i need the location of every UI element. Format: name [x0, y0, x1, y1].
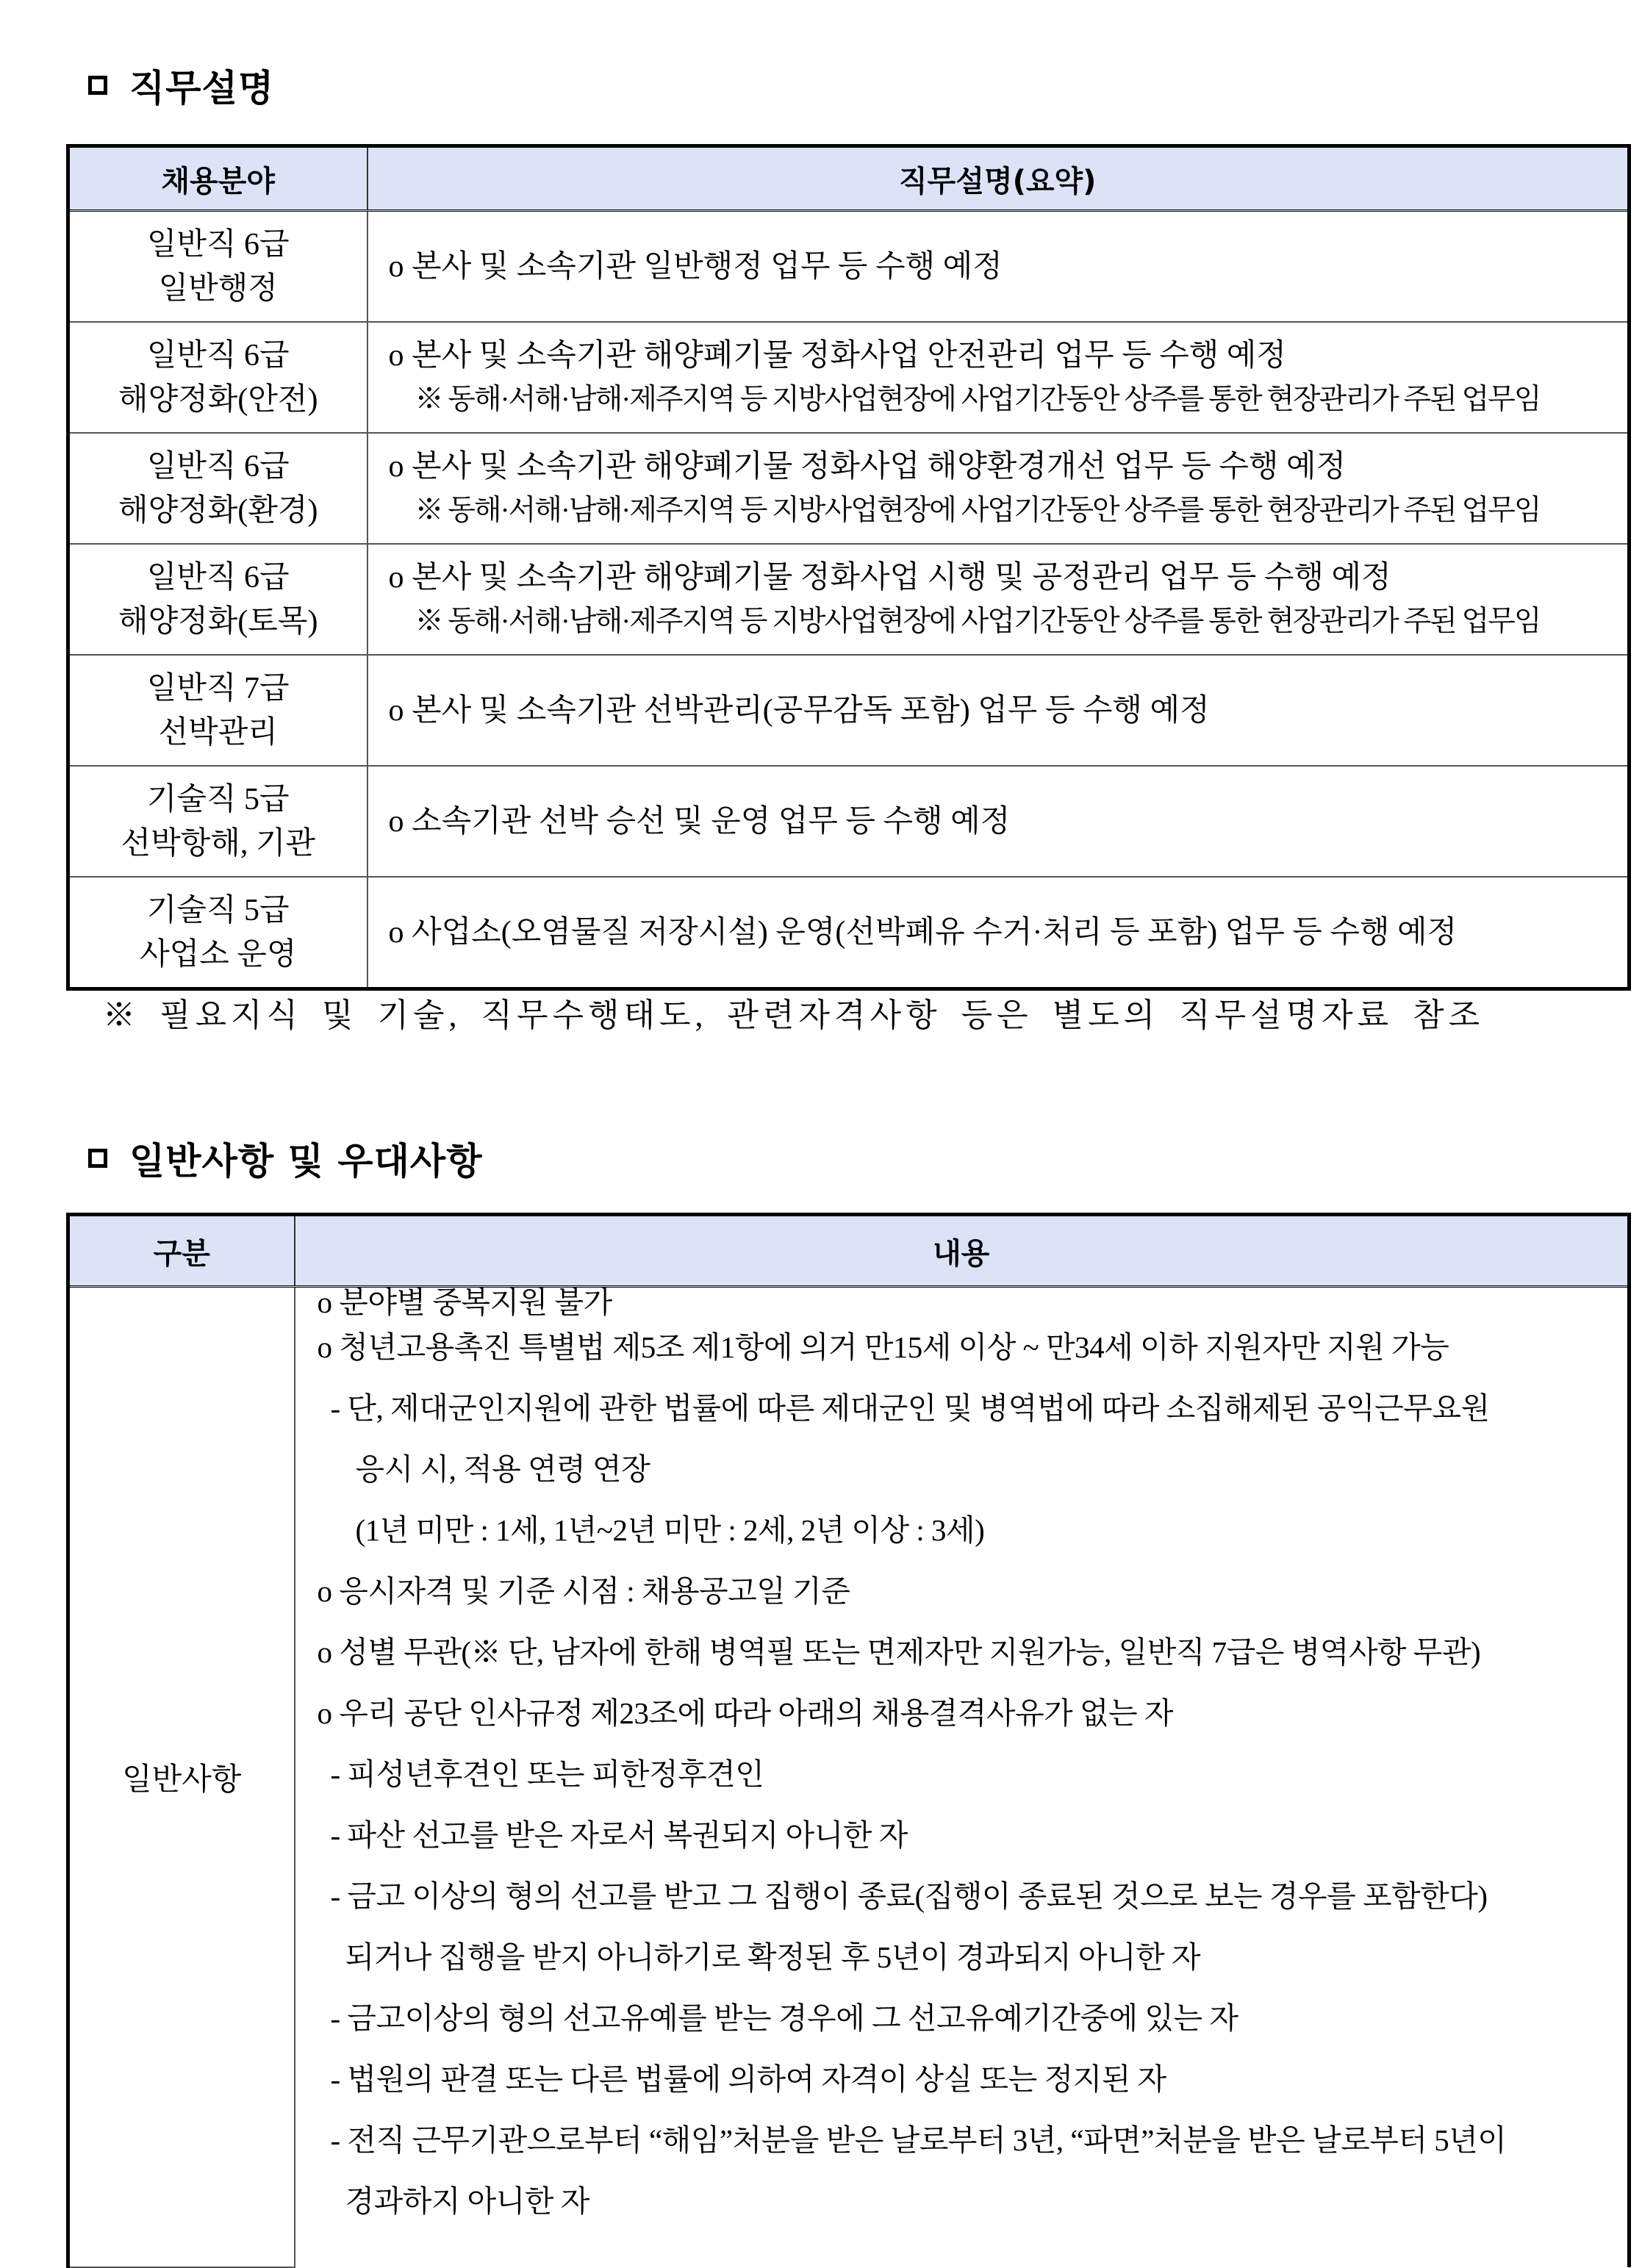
general-line: o 성별 무관(※ 단, 남자에 한해 병역필 또는 면제자만 지원가능, 일반직 7급은 병역사항 무관) — [317, 1635, 1481, 1669]
job-description-text: o 본사 및 소속기관 해양폐기물 정화사업 해양환경개선 업무 등 수행 예정 — [388, 449, 1347, 484]
general-category: 일반사항 — [68, 1287, 295, 2268]
job-description — [368, 766, 1630, 877]
job-description-footnote: ※ 필요지식 및 기술, 직무수행태도, 관련자격사항 등은 별도의 직무설명자료 참조 — [103, 997, 1485, 1033]
job-description-text: o 본사 및 소속기관 선박관리(공무감독 포함) 업무 등 수행 예정 — [388, 693, 1210, 728]
general-line: - 파산 선고를 받은 자로서 복권되지 아니한 자 — [330, 1818, 908, 1852]
header-job-summary: 직무설명(요약) — [368, 146, 1630, 211]
job-description-text: o 사업소(오염물질 저장시설) 운영(선박폐유 수거·처리 등 포함) 업무 등 수행 예정 — [388, 915, 1458, 950]
general-line: o 청년고용촉진 특별법 제5조 제1항에 의거 만15세 이상 ~ 만34세 이하 지원자만 지원 가능 — [317, 1330, 1449, 1364]
job-note: ※ 동해·서해·남해·제주지역 등 지방사업현장에 사업기간동안 상주를 통한 현장관리가 주된 업무임 — [415, 605, 1541, 637]
table-row — [68, 211, 1630, 323]
general-line: - 단, 제대군인지원에 관한 법률에 따른 제대군인 및 병역법에 따라 소집해제된 공익근무요원 — [330, 1391, 1490, 1425]
general-line: - 금고 이상의 형의 선고를 받고 그 집행이 종료(집행이 종료된 것으로 보는 경우를 포함한다) — [330, 1879, 1488, 1913]
job-field: 선박관리 — [158, 715, 278, 750]
job-description — [368, 877, 1630, 989]
job-grade: 일반직 7급 — [146, 671, 290, 706]
general-line: 경과하지 아니한 자 — [345, 2184, 589, 2218]
job-description — [368, 544, 1630, 655]
table-row — [68, 544, 1630, 655]
job-description — [368, 211, 1630, 323]
table-row — [68, 655, 1630, 766]
general-items-table — [66, 1213, 1631, 2268]
job-description — [368, 322, 1630, 433]
job-field: 사업소 운영 — [140, 937, 297, 972]
section-title: 직무설명 — [129, 67, 275, 110]
job-category — [68, 433, 368, 544]
job-grade: 일반직 6급 — [146, 338, 290, 373]
header-content: 내용 — [295, 1215, 1630, 1287]
job-field: 선박항해, 기관 — [121, 826, 315, 861]
job-description-text: o 본사 및 소속기관 일반행정 업무 등 수행 예정 — [388, 249, 1003, 284]
job-field: 해양정화(토목) — [118, 604, 318, 639]
section-heading-job-description — [88, 59, 274, 112]
general-line: (1년 미만 : 1세, 1년~2년 미만 : 2세, 2년 이상 : 3세) — [355, 1513, 985, 1547]
general-line: o 분야별 중복지원 불가 — [317, 1285, 612, 1319]
section-title: 일반사항 및 우대사항 — [129, 1140, 483, 1183]
header-category: 구분 — [68, 1215, 295, 1287]
job-note: ※ 동해·서해·남해·제주지역 등 지방사업현장에 사업기간동안 상주를 통한 현장관리가 주된 업무임 — [415, 494, 1541, 526]
job-category — [68, 877, 368, 989]
square-bullet-icon — [88, 1149, 107, 1168]
table-row — [68, 1287, 1630, 2268]
table-header-row — [68, 146, 1630, 211]
job-description-table — [66, 144, 1631, 991]
job-description-text: o 본사 및 소속기관 해양폐기물 정화사업 안전관리 업무 등 수행 예정 — [388, 338, 1286, 373]
job-description — [368, 433, 1630, 544]
header-recruit-field: 채용분야 — [68, 146, 368, 211]
job-grade: 기술직 5급 — [146, 893, 290, 927]
general-line: - 법원의 판결 또는 다른 법률에 의하여 자격이 상실 또는 정지된 자 — [330, 2062, 1166, 2096]
general-line: - 피성년후견인 또는 피한정후견인 — [330, 1757, 764, 1791]
job-grade: 일반직 6급 — [146, 449, 290, 484]
job-field: 해양정화(환경) — [118, 493, 318, 528]
table-header-row — [68, 1215, 1630, 1287]
general-line: 되거나 집행을 받지 아니하기로 확정된 후 5년이 경과되지 아니한 자 — [345, 1940, 1201, 1974]
job-note: ※ 동해·서해·남해·제주지역 등 지방사업현장에 사업기간동안 상주를 통한 현장관리가 주된 업무임 — [415, 383, 1541, 415]
general-content — [295, 1287, 1630, 2268]
job-grade: 일반직 6급 — [146, 560, 290, 595]
job-description-text: o 본사 및 소속기관 해양폐기물 정화사업 시행 및 공정관리 업무 등 수행 예정 — [388, 560, 1391, 595]
job-category — [68, 322, 368, 433]
table-row — [68, 877, 1630, 989]
job-category — [68, 766, 368, 877]
general-line: - 금고이상의 형의 선고유예를 받는 경우에 그 선고유예기간중에 있는 자 — [330, 2001, 1238, 2035]
job-description-text: o 소속기관 선박 승선 및 운영 업무 등 수행 예정 — [388, 804, 1011, 839]
section-heading-general — [88, 1132, 483, 1185]
job-grade: 기술직 5급 — [146, 782, 290, 817]
general-line: o 응시자격 및 기준 시점 : 채용공고일 기준 — [317, 1574, 850, 1608]
job-description — [368, 655, 1630, 766]
job-category — [68, 544, 368, 655]
job-field: 해양정화(안전) — [118, 382, 318, 417]
job-category — [68, 211, 368, 323]
job-category — [68, 655, 368, 766]
general-line: - 전직 근무기관으로부터 “해임”처분을 받은 날로부터 3년, “파면”처분을 받은 날로부터 5년이 — [330, 2123, 1507, 2157]
table-row — [68, 766, 1630, 877]
job-field: 일반행정 — [158, 271, 278, 306]
table-row — [68, 322, 1630, 433]
general-line: 응시 시, 적용 연령 연장 — [355, 1452, 650, 1486]
table-row — [68, 433, 1630, 544]
job-grade: 일반직 6급 — [146, 227, 290, 262]
general-line: o 우리 공단 인사규정 제23조에 따라 아래의 채용결격사유가 없는 자 — [317, 1696, 1174, 1730]
square-bullet-icon — [88, 76, 107, 95]
